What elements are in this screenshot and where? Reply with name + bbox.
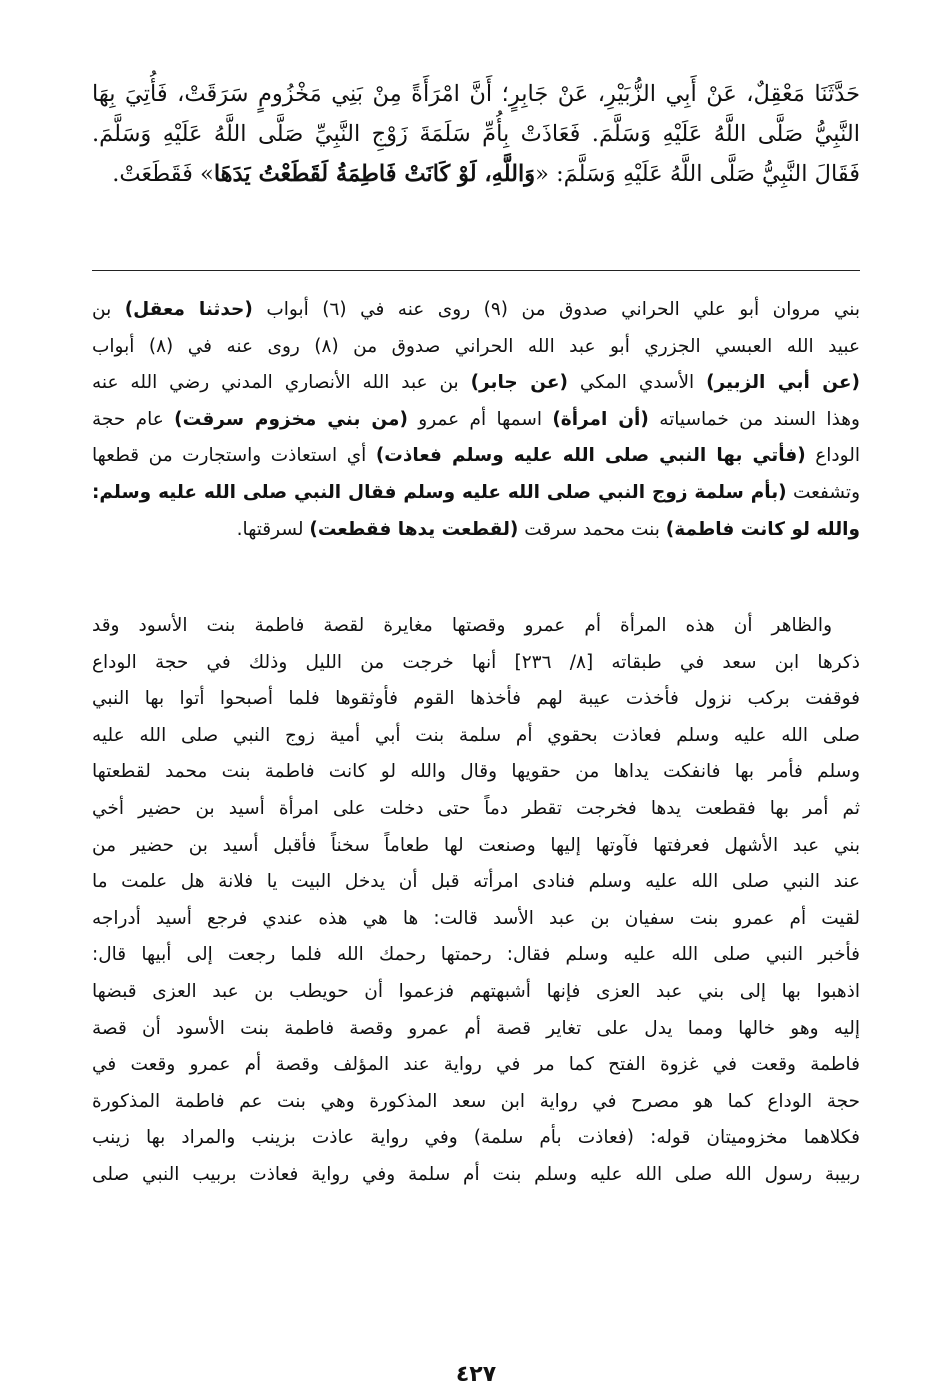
page-number: ٤٢٧ bbox=[455, 1362, 497, 1387]
commentary-text: الأسدي المكي bbox=[567, 372, 707, 394]
paragraph-line: فوقفت بركب نزول فأخذت عيبة لهم فأخذها القوم فأوثقوها فلما أصبحوا أتوا بها النبي bbox=[92, 688, 860, 710]
paragraph-line: لقيت أم عمرو بنت سفيان بن عبد الأسد قالت: ها هي هذه عندي فرجع أسيد أدراجه bbox=[92, 907, 860, 929]
commentary-text: لسرقتها. bbox=[236, 518, 310, 540]
book-page bbox=[92, 74, 861, 1387]
footnote-divider bbox=[92, 270, 860, 271]
commentary-text: بني مروان أبو علي الحراني صدوق من (٩) روى عنه في (٦) أبواب bbox=[252, 299, 861, 320]
hadith-text-plain: فَقَالَ النَّبِيُّ صَلَّى اللَّهُ عَلَيْهِ وَسَلَّمَ: « bbox=[535, 161, 860, 187]
paragraph-line: إليه وهو خالها ومما يدل على تغاير قصة أم عمرو وقصة فاطمة بنت الأسود أن قصة bbox=[92, 1017, 860, 1039]
commentary-text: بنت محمد سرقت bbox=[518, 518, 666, 540]
commentary-text: وتشفعت bbox=[786, 481, 861, 503]
commentary-line bbox=[92, 365, 860, 402]
commentary-paragraph bbox=[92, 608, 860, 1194]
hadith-line bbox=[92, 154, 860, 194]
paragraph-line: ثم أمر بها فقطعت يدها فخرجت تقطر دماً حتى دخلت على امرأة أسيد بن حضير أخي bbox=[92, 797, 860, 819]
paragraph-line: والظاهر أن هذه المرأة أم عمرو وقصتها مغايرة لقصة فاطمة بنت الأسود وقد bbox=[92, 615, 832, 636]
hadith-line: حَدَّثَنَا مَعْقِلٌ، عَنْ أَبِي الزُّبَيْرِ، عَنْ جَابِرٍ؛ أَنَّ امْرَأَةً مِنْ بَنِي مَخْزُومٍ سَرَقَتْ، فَأُتِيَ بِهَا bbox=[92, 81, 860, 107]
paragraph-line: فأخبر النبي صلى الله عليه وسلم فقال: رحمتها رحمك الله فلما رجعت إلى أبيها قال: bbox=[92, 944, 860, 966]
paragraph-line: وسلم فأمر بها فانفكت يداها من حقويها وقال والله لو كانت فاطمة بنت محمد لقطعتها bbox=[92, 761, 860, 783]
commentary-text: وهذا السند من خماسياته bbox=[648, 408, 860, 430]
paragraph-line: ربيبة رسول الله صلى الله عليه وسلم بنت أم سلمة وفي رواية فعاذت بربيب النبي صلى bbox=[92, 1163, 860, 1185]
paragraph-line: ذكرها ابن سعد في طبقاته [٨/ ٢٣٦] أنها خرجت من الليل وذلك في حجة الوداع bbox=[92, 651, 860, 673]
commentary-text: اسمها أم عمرو bbox=[407, 408, 553, 430]
paragraph-line: اذهبوا بها إلى بني عبد العزى فإنها أشبهتهم فزعموا أن حويطب بن عبد العزى قبضها bbox=[92, 980, 860, 1002]
bold-quote: (فأتي بها النبي صلى الله عليه وسلم فعاذت) bbox=[375, 445, 806, 467]
commentary-text: الوداع bbox=[805, 445, 860, 467]
paragraph-line: فكلاهما مخزوميتان قوله: (فعاذت بأم سلمة) وفي رواية عاذت بزينب والمراد بها زينب bbox=[92, 1127, 860, 1149]
bold-quote: (أن امرأة) bbox=[552, 408, 649, 430]
commentary-text: عبيد الله العبسي الجزري أبو عبد الله الحراني صدوق من (٨) روى عنه في (٨) أبواب bbox=[92, 335, 861, 357]
paragraph-line: بني عبد الأشهل فعرفتها فآوتها إليها وصنعت لها طعاماً سخناً فأقبل أسيد بن حضير من bbox=[92, 834, 860, 856]
commentary-line bbox=[92, 329, 860, 366]
commentary-text: عام حجة bbox=[92, 408, 175, 430]
commentary-text: أي استعاذت واستجارت من قطعها bbox=[92, 445, 376, 467]
bold-quote: (عن جابر) bbox=[470, 372, 568, 394]
bold-quote: (لقطعت يدها فقطعت) bbox=[309, 518, 519, 540]
bold-quote: والله لو كانت فاطمة) bbox=[665, 518, 860, 540]
commentary-line bbox=[92, 512, 860, 549]
paragraph-line: عند النبي صلى الله عليه وسلم فنادى امرأته قبل أن يدخل البيت يا فلانة هل علمت ما bbox=[92, 871, 860, 893]
bold-quote: (حدثنا معقل) bbox=[124, 299, 253, 320]
paragraph-line: حجة الوداع كما هو مصرح في رواية ابن سعد المذكورة وهي بنت عم فاطمة المذكورة bbox=[92, 1090, 860, 1112]
commentary-line bbox=[92, 438, 860, 475]
commentary-text: بن عبد الله الأنصاري المدني رضي الله عنه bbox=[92, 372, 471, 394]
paragraph-line: صلى الله عليه وسلم فعاذت بحقوي أم سلمة بنت أبي أمية زوج النبي صلى الله عليه bbox=[92, 724, 860, 746]
bold-quote: (عن أبي الزبير) bbox=[706, 372, 860, 394]
bold-quote: (بأم سلمة زوج النبي صلى الله عليه وسلم فقال النبي صلى الله عليه وسلم: bbox=[92, 481, 787, 503]
hadith-quote-bold: وَاللَّهِ، لَوْ كَانَتْ فَاطِمَةُ لَقَطَعْتُ يَدَهَا bbox=[213, 161, 536, 187]
commentary-line bbox=[92, 402, 860, 439]
hadith-line: النَّبِيُّ صَلَّى اللَّهُ عَلَيْهِ وَسَلَّمَ. فَعَاذَتْ بِأُمِّ سَلَمَةَ زَوْجِ النَّبِيِّ صَلَّى اللَّهُ عَلَيْهِ وَسَلَّمَ. bbox=[92, 121, 860, 147]
hadith-text bbox=[92, 74, 860, 194]
paragraph-line: فاطمة وقعت في غزوة الفتح كما مر في رواية عند المؤلف وقصة أم عمرو وقعت في bbox=[92, 1054, 860, 1076]
commentary-text: بن bbox=[92, 299, 125, 320]
commentary-block bbox=[92, 292, 860, 548]
commentary-line bbox=[92, 475, 860, 512]
bold-quote: (من بني مخزوم سرقت) bbox=[174, 408, 408, 430]
commentary-line bbox=[92, 292, 860, 329]
hadith-text-tail: » فَقَطَعَتْ. bbox=[112, 161, 214, 187]
